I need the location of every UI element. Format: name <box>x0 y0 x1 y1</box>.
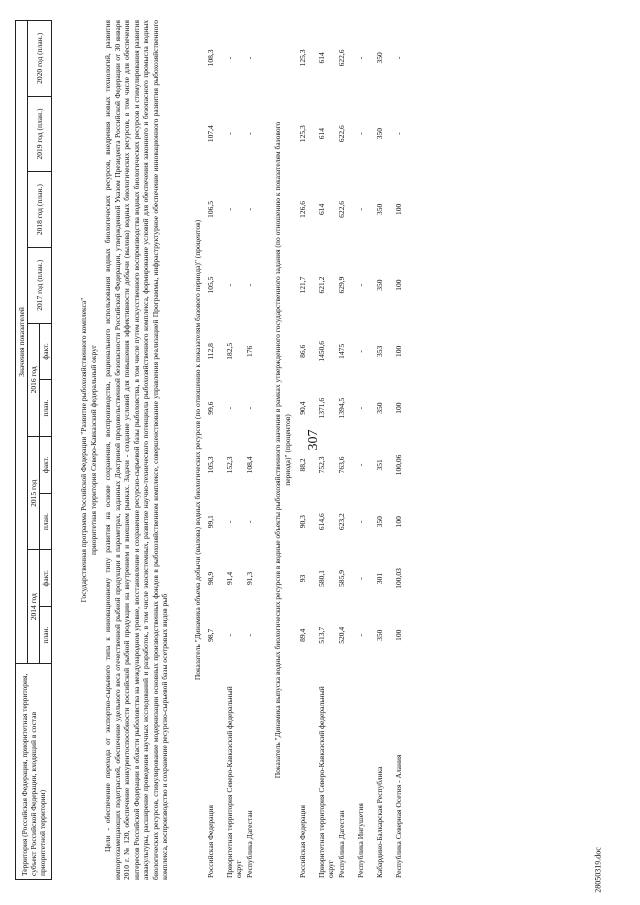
row-value: 100,06 <box>394 454 403 476</box>
row-value: 1475 <box>337 343 346 359</box>
header-fact: факт. <box>40 550 52 607</box>
header-plan-2017: 2017 год (план.) <box>28 247 52 323</box>
row-value: 585,9 <box>337 570 346 587</box>
row-value: 93 <box>298 574 307 583</box>
row-value: 89,4 <box>298 628 307 642</box>
header-year-2015: 2015 год <box>28 437 40 550</box>
program-goal-text: Цели - обеспечение перехода от экспортно-сырьевого типа к инновационному типу развития на основе сохранения, воспроизводства, рационального использования водных биологических ресурсов, внедрения новых технологий, развития импортозамещающих подотраслей, обеспечение удельного веса отечественной рыбной продукции в параметрах, заданных Доктриной продовольственной безопасности Российской Федерации, утвержденной Указом Президента Российской Федерации от 30 января 2010 г. № 120, обеспечение конкурентоспособности российской рыбной продукции на внутреннем и внешнем рынках. Задачи - создание условий для повышения эффективности добычи (вылова) водных биологических ресурсов, в том числе для обеспечения интересов Российской Федерации в области рыболовства на международном уровне, восстановление и сохранение ресурсно-сырьевой базы рыболовства, в том числе путем искусственного воспроизводства водных биологических ресурсов и стимулирования развития аквакультуры, расширение проведения научных исследований и разработок, в том числе экосистемных, развитие научно-технического потенциала рыбохозяйственного комплекса, формирование условий для обеспечения законного и безопасного промысла водных биологических ресурсов, стимулирование модернизации основных производственных фондов в рыбохозяйственном комплексе, совершенствование управления реализацией Программы, инфраструктурное обеспечение инновационного развития рыбохозяйственного комплекса, воспроизводство и сохранение ресурсно-сырьевой базы осетровых видов рыб <box>103 20 169 880</box>
row-value: 752,3 <box>317 456 326 474</box>
row-value: 614 <box>317 203 326 216</box>
row-value: 108,3 <box>206 49 215 67</box>
header-year-2016: 2016 год <box>28 323 40 436</box>
row-territory-name: Приоритетная территория Северо-Кавказский федеральный округ <box>225 686 243 878</box>
row-value: - <box>356 350 365 353</box>
row-value: - <box>245 406 254 410</box>
table-row <box>393 20 412 880</box>
row-value: 99,1 <box>206 515 215 529</box>
row-value: - <box>225 208 234 211</box>
row-value: - <box>225 132 234 135</box>
row-value: 350 <box>375 52 384 64</box>
row-value: - <box>356 406 365 410</box>
header-fact: факт. <box>40 323 52 380</box>
header-plan-2019: 2019 год (план.) <box>28 96 52 172</box>
row-value: 100 <box>394 279 403 291</box>
row-value: - <box>394 56 403 60</box>
row-value: 350 <box>375 516 384 528</box>
row-value: - <box>225 520 234 523</box>
row-value: 350 <box>375 402 384 414</box>
footer-filename: 28050319.doc <box>593 847 603 893</box>
row-value: 622,6 <box>337 200 346 218</box>
row-territory-name: Республика Дагестан <box>337 810 346 878</box>
row-value: 1450,6 <box>317 341 326 362</box>
table-row <box>355 20 374 880</box>
table-row <box>336 20 355 880</box>
table-row <box>374 20 393 880</box>
row-territory-name: Республика Ингушетия <box>356 803 365 878</box>
row-value: 91,3 <box>245 571 254 586</box>
row-territory-name: Российская Федерация <box>206 805 215 878</box>
row-value: 350 <box>375 629 384 641</box>
header-table <box>15 20 52 880</box>
row-value: - <box>356 634 365 637</box>
row-territory-name: Республика Северная Осетия - Алания <box>394 754 403 878</box>
header-territory: Территория (Российская Федерация, приоритетная территория, субъект Российской Федерации, входящий в состав приоритетной территории) <box>16 663 52 879</box>
row-value: - <box>225 406 234 410</box>
header-plan-2018: 2018 год (план.) <box>28 172 52 248</box>
rotated-page-content <box>15 20 615 880</box>
row-value: - <box>356 463 365 467</box>
row-value: 108,4 <box>245 456 254 474</box>
row-value: 623,2 <box>337 513 346 531</box>
row-value: 107,4 <box>206 125 215 143</box>
row-value: 98,9 <box>206 571 215 586</box>
indicator2-title: Показатель "Динамика выпуска водных биологических ресурсов в водные объекты рыбохозяйственного значения в рамках утвержденного государственного задания (по отношению к показателям базового периода)" (процентов) <box>273 121 292 779</box>
row-value: 1394,5 <box>337 397 346 419</box>
row-value: 513,7 <box>317 626 326 644</box>
row-territory-name: Республика Дагестан <box>245 810 254 878</box>
row-value: 112,8 <box>206 343 215 360</box>
row-value: 614,6 <box>317 513 326 531</box>
header-plan: план. <box>40 380 52 437</box>
row-value: 90,3 <box>298 515 307 529</box>
row-value: 121,7 <box>298 276 307 294</box>
row-value: 301 <box>375 572 384 585</box>
row-value: 125,3 <box>298 125 307 143</box>
row-value: 152,3 <box>225 456 234 474</box>
row-value: 100,03 <box>394 568 403 589</box>
row-value: 99,6 <box>206 401 215 415</box>
row-value: 105,3 <box>206 456 215 474</box>
row-value: - <box>356 132 365 135</box>
header-plan: план. <box>40 607 52 664</box>
row-value: 106,5 <box>206 200 215 218</box>
row-value: - <box>356 208 365 211</box>
row-territory-name: Кабардино-Балкарская Республика <box>375 766 384 878</box>
row-value: - <box>245 634 254 637</box>
row-value: - <box>245 132 254 135</box>
row-value: 98,7 <box>206 628 215 642</box>
row-value: 86,6 <box>298 344 307 358</box>
row-value: 350 <box>375 128 384 140</box>
header-plan-2020: 2020 год (план.) <box>28 21 52 97</box>
header-indicators: Значения показателей <box>16 21 28 664</box>
row-value: 350 <box>375 279 384 291</box>
row-value: - <box>245 56 254 60</box>
row-value: - <box>245 208 254 211</box>
row-value: 100 <box>394 516 403 528</box>
row-value: 350 <box>375 203 384 216</box>
row-value: - <box>356 56 365 60</box>
header-plan: план. <box>40 493 52 550</box>
row-value: - <box>225 283 234 287</box>
table-row <box>297 20 316 880</box>
row-value: 125,3 <box>298 49 307 67</box>
row-value: 126,6 <box>298 200 307 218</box>
row-value: 1371,6 <box>317 397 326 419</box>
row-value: 100 <box>394 203 403 216</box>
table-row <box>316 20 336 880</box>
row-value: 351 <box>375 459 384 471</box>
page-number: 307 <box>306 429 321 451</box>
row-value: 629,9 <box>337 276 346 294</box>
row-value: - <box>245 520 254 523</box>
row-value: 182,5 <box>225 342 234 360</box>
row-value: 100 <box>394 629 403 641</box>
row-value: 88,2 <box>298 458 307 472</box>
row-value: - <box>245 283 254 287</box>
row-value: 176 <box>245 345 254 357</box>
row-value: - <box>356 283 365 287</box>
indicator1-title: Показатель "Динамика объема добычи (вылова) водных биологических ресурсов (по отношению к показателям базового периода)" (процентов) <box>193 219 202 681</box>
row-value: 621,2 <box>317 276 326 294</box>
row-value: 100 <box>394 402 403 414</box>
row-value: 105,5 <box>206 276 215 294</box>
indicator2-table <box>297 20 412 880</box>
row-value: 614 <box>317 128 326 140</box>
row-value: 353 <box>375 345 384 357</box>
row-value: 763,6 <box>337 456 346 474</box>
row-value: 622,6 <box>337 125 346 143</box>
row-value: 622,6 <box>337 49 346 67</box>
row-value: 100 <box>394 345 403 357</box>
row-value: 91,4 <box>225 571 234 586</box>
indicator1-table <box>205 20 263 880</box>
row-value: - <box>394 132 403 135</box>
table-row <box>244 20 263 880</box>
row-value: 580,1 <box>317 570 326 587</box>
row-value: 90,4 <box>298 401 307 415</box>
program-territory: приоритетная территория Северо-Кавказский федеральный округ <box>89 344 98 556</box>
row-territory-name: Приоритетная территория Северо-Кавказский федеральный округ <box>317 686 335 878</box>
program-title: Государственная программа Российской Федерации "Развитие рыбохозяйственного комплекса" <box>79 297 88 603</box>
row-value: 614 <box>317 52 326 64</box>
row-territory-name: Российская Федерация <box>298 805 307 878</box>
row-value: 520,4 <box>337 626 346 644</box>
header-year-2014: 2014 год <box>28 550 40 663</box>
row-value: - <box>356 577 365 580</box>
table-row <box>205 20 224 880</box>
header-fact: факт. <box>40 437 52 494</box>
row-value: - <box>225 56 234 60</box>
table-row <box>224 20 244 880</box>
row-value: - <box>225 634 234 637</box>
row-value: - <box>356 520 365 523</box>
